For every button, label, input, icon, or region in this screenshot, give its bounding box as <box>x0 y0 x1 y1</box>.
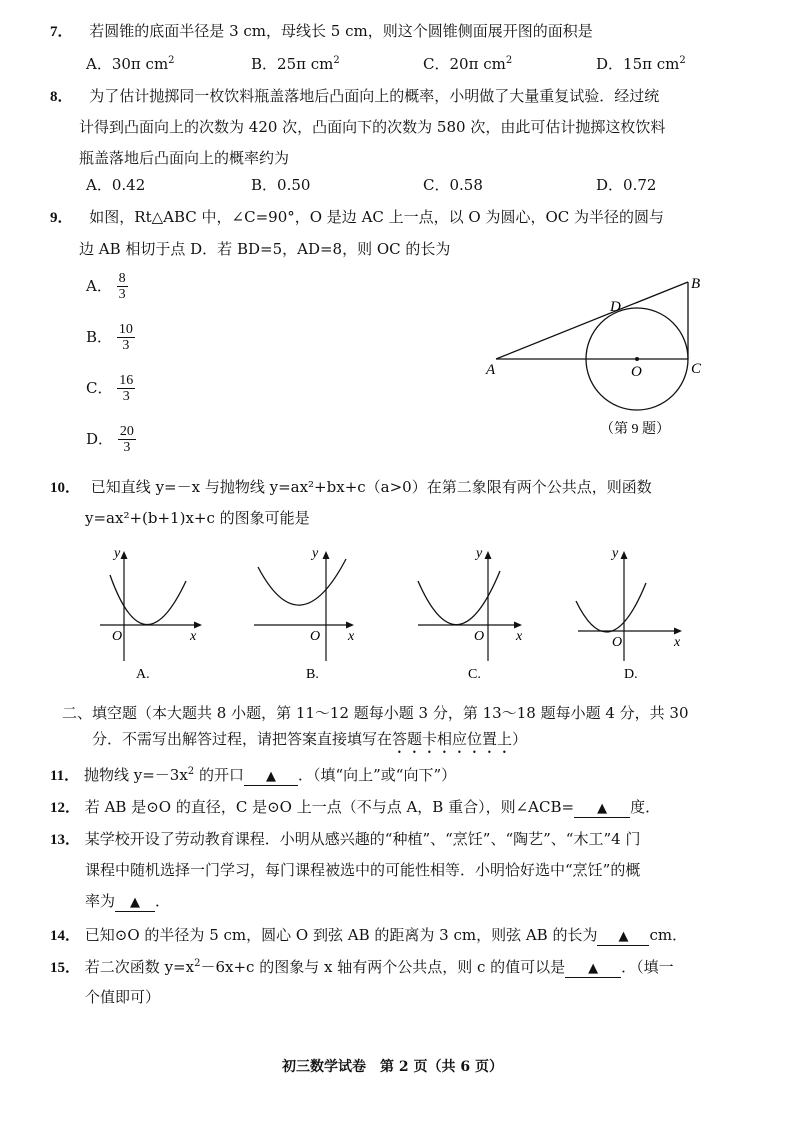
q9-option-d: D． $\frac{20}{3}$ <box>86 424 134 456</box>
label-c: C <box>691 361 702 377</box>
parabola-curve <box>110 575 186 625</box>
q7-option-c: C．20π $cm^2$ <box>423 55 513 73</box>
q8-option-d: D．0.72 <box>596 176 657 194</box>
label-b: B <box>691 276 701 292</box>
graph-label: B. <box>306 667 319 682</box>
svg-text:y: y <box>476 546 483 561</box>
section-2-header: 二、填空题（本大题共 8 小题，第 11～12 题每小题 3 分，第 13～18 题每小题 4 分，共 30 <box>62 704 689 722</box>
q10-graph-b <box>248 543 378 683</box>
q13-line-1: 13． 某学校开设了劳动教育课程．小明从感兴趣的“种植”、“烹饪”、“陶艺”、“木工”4 门 <box>50 830 641 848</box>
answer-blank: ▲ <box>597 929 649 946</box>
svg-text:O: O <box>310 629 321 644</box>
q10-line-2: y=ax²+(b+1)x+c 的图象可能是 <box>85 509 310 527</box>
parabola-curve <box>258 559 346 605</box>
svg-text:y: y <box>312 546 319 561</box>
svg-text:x: x <box>348 629 355 644</box>
svg-text:y: y <box>114 546 121 561</box>
answer-blank: ▲ <box>574 801 630 818</box>
graph-label: A. <box>136 667 150 682</box>
q9-option-a: A． $\frac{8}{3}$ <box>86 271 126 303</box>
label-o: O <box>631 364 642 380</box>
arrow-icon <box>674 628 682 635</box>
svg-text:x: x <box>674 635 681 650</box>
q9-line-2: 边 AB 相切于点 D．若 BD=5，AD=8，则 OC 的长为 <box>79 240 451 258</box>
q10-number: 10． <box>50 480 81 496</box>
graph-label: C. <box>468 667 481 682</box>
label-d: D <box>610 299 621 315</box>
parabola-curve <box>576 583 646 632</box>
arrow-icon <box>485 551 492 559</box>
q12: 12． 若 AB 是⊙O 的直径，C 是⊙O 上一点（不与点 A，B 重合），则∠ACB= ▲ 度． <box>50 798 661 816</box>
fraction: $\frac{20}{3}$ <box>119 424 134 456</box>
answer-blank: ▲ <box>244 769 298 786</box>
q10-graph-c <box>412 543 542 683</box>
arrow-icon <box>514 622 522 629</box>
svg-text:x: x <box>190 629 197 644</box>
fraction: $\frac{16}{3}$ <box>119 373 134 405</box>
svg-text:x: x <box>516 629 523 644</box>
q13-number: 13． <box>50 832 81 848</box>
fraction: $\frac{10}{3}$ <box>118 322 133 354</box>
q10-line-1: 10． 已知直线 y=－x 与抛物线 y=ax²+bx+c（a>0）在第二象限有两个公共点，则函数 <box>50 478 652 496</box>
graph-label: D. <box>624 667 638 682</box>
q11-number: 11． <box>50 768 80 784</box>
q8-option-a: A．0.42 <box>86 176 146 194</box>
q7-text: 若圆锥的底面半径是 3 cm，母线长 5 cm，则这个圆锥侧面展开图的面积是 <box>89 22 593 40</box>
svg-text:O: O <box>112 629 123 644</box>
arrow-icon <box>121 551 128 559</box>
q8-line-2: 计得到凸面向上的次数为 420 次，凸面向下的次数为 580 次，由此可估计抛掷这枚饮料 <box>79 118 666 136</box>
q9-option-c: C． $\frac{16}{3}$ <box>86 373 134 405</box>
q7-option-d: D．15π $cm^2$ <box>596 55 686 73</box>
q7-stem <box>50 22 593 41</box>
q8-line-3: 瓶盖落地后凸面向上的概率约为 <box>79 149 290 167</box>
figure-caption: （第 9 题） <box>600 422 670 437</box>
q8-number: 8． <box>50 89 73 105</box>
label-a: A <box>486 362 496 378</box>
q8-line-1: 8． 为了估计抛掷同一枚饮料瓶盖落地后凸面向上的概率，小明做了大量重复试验．经过统 <box>50 87 660 105</box>
arrow-icon <box>621 551 628 559</box>
emphasized-text: 答题卡相应位置上 <box>392 730 513 748</box>
segment-ab <box>496 282 688 359</box>
q14: 14． 已知⊙O 的半径为 5 cm，圆心 O 到弦 AB 的距离为 3 cm，则弦 AB 的长为 ▲ cm． <box>50 926 688 944</box>
q9-number: 9． <box>50 210 73 226</box>
q7-option-a: A．30π $cm^2$ <box>86 55 175 73</box>
section-2-instruction: 分．不需写出解答过程，请把答案直接填写在答题卡相应位置上） <box>92 730 528 748</box>
arrow-icon <box>194 622 202 629</box>
arrow-icon <box>323 551 330 559</box>
center-point-o <box>635 357 639 361</box>
q9-geometry-figure <box>480 268 720 443</box>
fraction: $\frac{8}{3}$ <box>118 271 126 303</box>
answer-blank: ▲ <box>115 895 155 912</box>
q15-line-2: 个值即可） <box>85 988 161 1006</box>
q14-number: 14． <box>50 928 81 944</box>
svg-text:y: y <box>612 546 619 561</box>
q7-number: 7． <box>50 24 73 40</box>
q13-line-2: 课程中随机选择一门学习，每门课程被选中的可能性相等．小明恰好选中“烹饪”的概 <box>85 861 641 879</box>
q8-option-c: C．0.58 <box>423 176 483 194</box>
q15-number: 15． <box>50 960 81 976</box>
q9-line-1: 9． 如图，Rt△ABC 中，∠C=90°，O 是边 AC 上一点，以 O 为圆心，OC 为半径的圆与 <box>50 208 665 226</box>
arrow-icon <box>346 622 354 629</box>
q13-line-3: 率为 ▲ ． <box>85 892 171 910</box>
q9-option-b: B． $\frac{10}{3}$ <box>86 322 133 354</box>
q10-graph-a <box>92 543 222 683</box>
q8-option-b: B．0.50 <box>251 176 311 194</box>
q10-graph-d <box>572 543 702 683</box>
q11: 11． 抛物线 $y=-3x^2$ 的开口 ▲ ．（填“向上”或“向下”） <box>50 766 457 784</box>
svg-text:O: O <box>474 629 485 644</box>
q7-option-b: B．25π $cm^2$ <box>251 55 340 73</box>
page-footer: 初三数学试卷 第 2 页（共 6 页） <box>282 1059 503 1075</box>
q12-number: 12． <box>50 800 81 816</box>
q15-line-1: 15． 若二次函数 $y=x^2-6x+c$ 的图象与 x 轴有两个公共点，则 c 的值可以是 ▲ ．（填一 <box>50 958 674 976</box>
svg-text:O: O <box>612 635 623 650</box>
answer-blank: ▲ <box>565 961 621 978</box>
